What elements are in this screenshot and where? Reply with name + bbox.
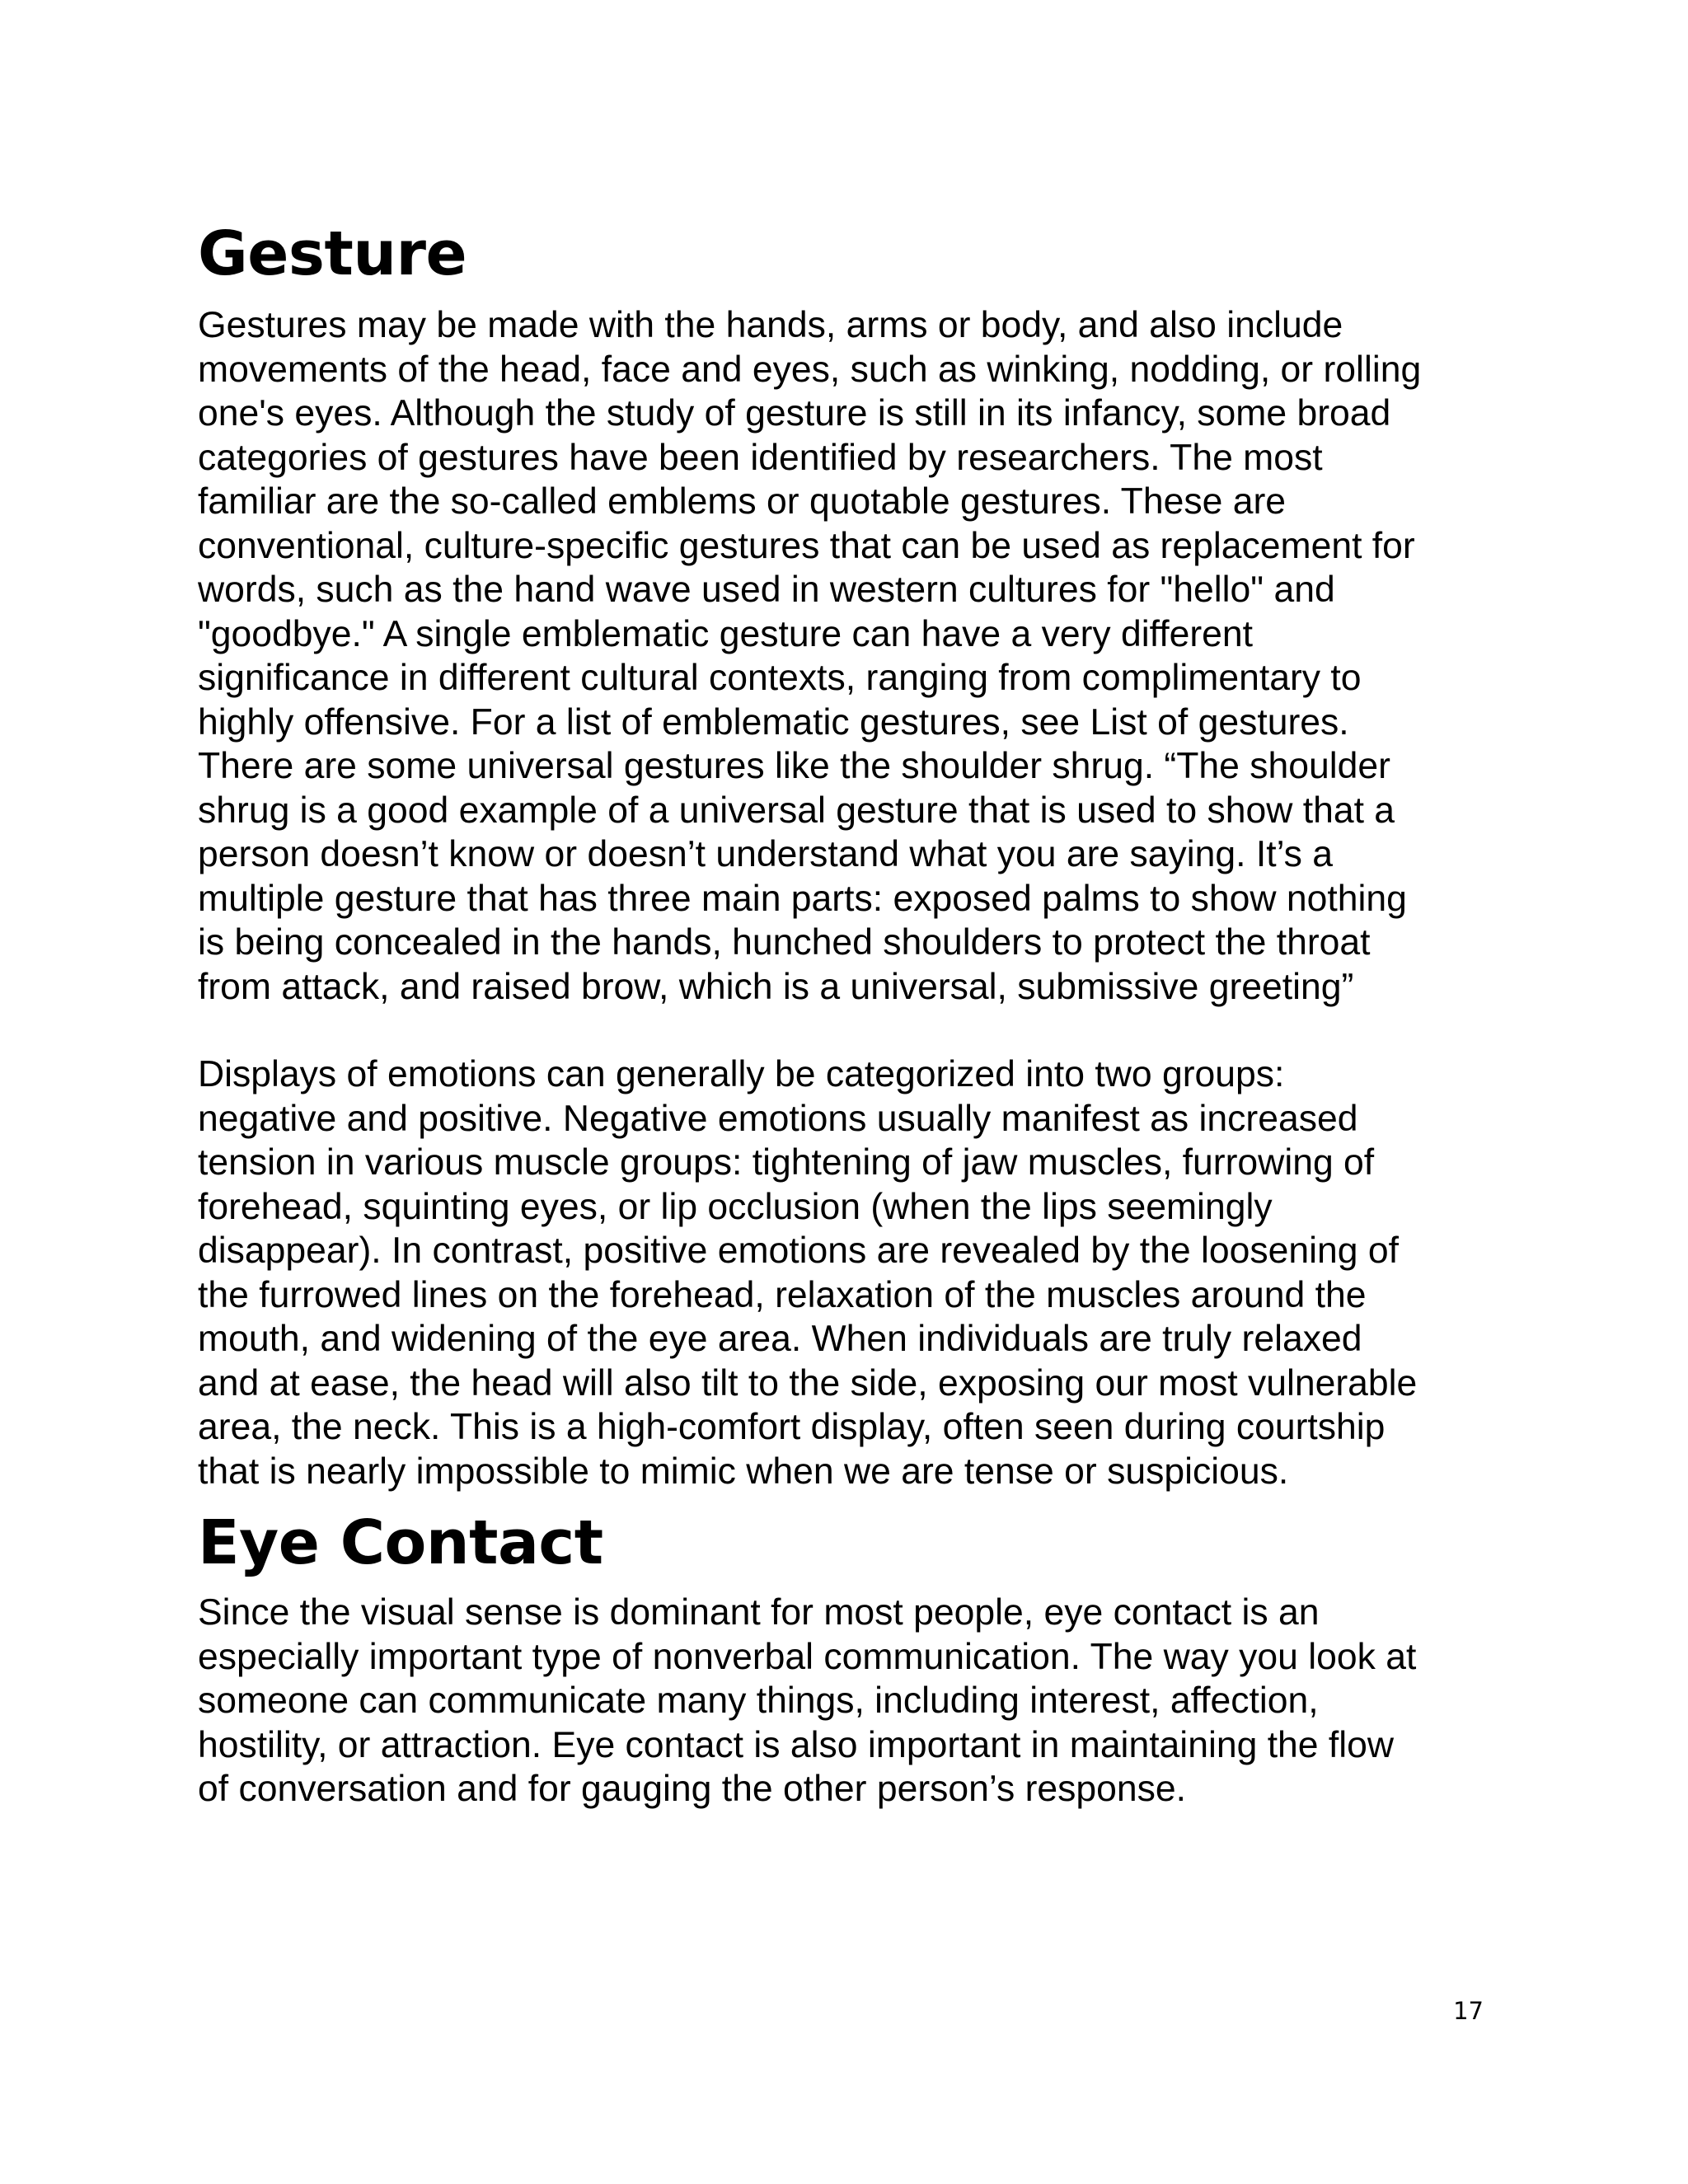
paragraph-emotions [198,1052,1500,1493]
text-line: forehead, squinting eyes, or lip occlusion (when the lips seemingly [198,1186,1273,1227]
page-content [198,216,1500,1811]
text-line: categories of gestures have been identified by researchers. The most [198,437,1323,478]
section-heading-eye-contact: Eye Contact [198,1507,603,1578]
text-line: shrug is a good example of a universal gesture that is used to show that a [198,790,1395,831]
text-line: "goodbye." A single emblematic gesture can have a very different [198,613,1254,654]
text-line: conventional, culture-specific gestures that can be used as replacement for [198,525,1415,566]
paragraph-eye-contact [198,1591,1500,1811]
text-line: familiar are the so-called emblems or quotable gestures. These are [198,481,1287,522]
text-line: negative and positive. Negative emotions usually manifest as increased [198,1098,1358,1139]
text-line: mouth, and widening of the eye area. When individuals are truly relaxed [198,1319,1362,1359]
text-line: of conversation and for gauging the other person’s response. [198,1769,1187,1809]
text-line: multiple gesture that has three main parts: exposed palms to show nothing [198,878,1407,919]
text-line: person doesn’t know or doesn’t understand what you are saying. It’s a [198,834,1334,874]
text-line: There are some universal gestures like the shoulder shrug. “The shoulder [198,746,1390,786]
text-line: Since the visual sense is dominant for most people, eye contact is an [198,1592,1320,1633]
text-line: that is nearly impossible to mimic when we are tense or suspicious. [198,1451,1289,1492]
text-line: area, the neck. This is a high-comfort display, often seen during courtship [198,1407,1386,1447]
text-line: is being concealed in the hands, hunched shoulders to protect the throat [198,922,1371,963]
text-line: disappear). In contrast, positive emotions are revealed by the loosening of [198,1230,1399,1271]
text-line: hostility, or attraction. Eye contact is also important in maintaining the flow [198,1724,1395,1765]
text-line: one's eyes. Although the study of gesture is still in its infancy, some broad [198,393,1391,434]
text-line: the furrowed lines on the forehead, relaxation of the muscles around the [198,1274,1367,1315]
text-line: especially important type of nonverbal communication. The way you look at [198,1636,1417,1677]
text-line: tension in various muscle groups: tightening of jaw muscles, furrowing of [198,1142,1375,1183]
paragraph-gesture [198,303,1500,1009]
text-line: significance in different cultural contexts, ranging from complimentary to [198,658,1362,698]
text-line: someone can communicate many things, including interest, affection, [198,1680,1319,1721]
text-line: Displays of emotions can generally be categorized into two groups: [198,1054,1285,1094]
text-line: movements of the head, face and eyes, such as winking, nodding, or rolling [198,349,1422,390]
text-line: Gestures may be made with the hands, arms or body, and also include [198,305,1343,345]
text-line: highly offensive. For a list of emblematic gestures, see List of gestures. [198,701,1349,743]
text-line: words, such as the hand wave used in western cultures for "hello" and [198,569,1335,610]
section-heading-gesture: Gesture [198,218,467,289]
text-line: and at ease, the head will also tilt to the side, exposing our most vulnerable [198,1362,1418,1404]
text-line: from attack, and raised brow, which is a universal, submissive greeting” [198,966,1354,1007]
page-number: 17 [1453,1997,1484,2025]
